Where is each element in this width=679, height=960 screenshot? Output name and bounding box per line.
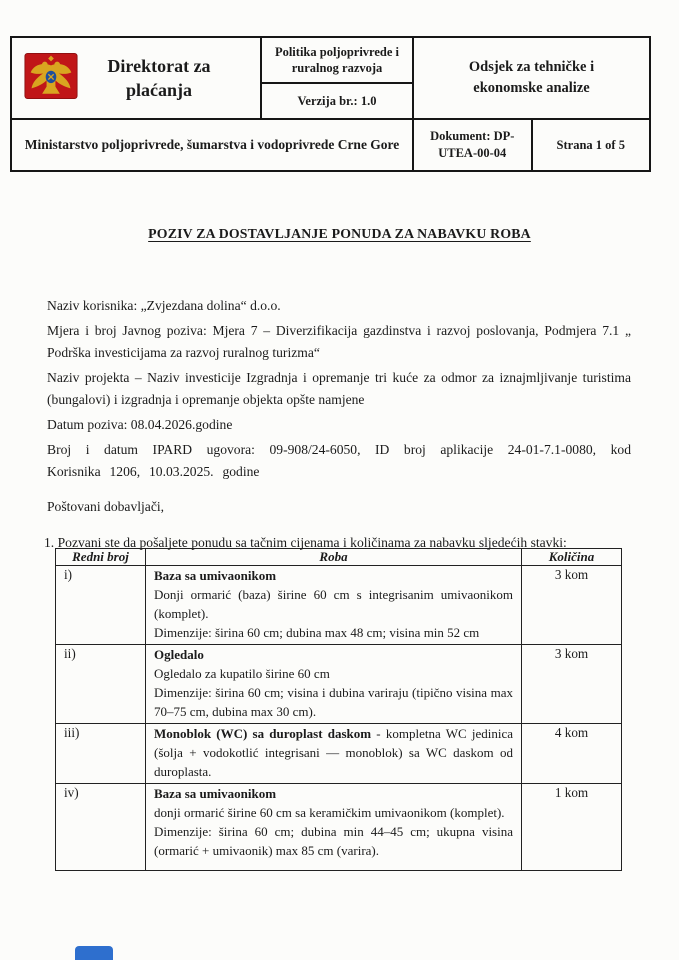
col-header-roba: Roba bbox=[146, 549, 522, 566]
row-number-cell: iv) bbox=[56, 784, 146, 871]
directorate-title: Direktorat za plaćanja bbox=[107, 55, 211, 100]
item-line: Ogledalo za kupatilo širine 60 cm bbox=[154, 666, 330, 681]
item-line: Dimenzije: širina 60 cm; visina i dubina variraju (tipično visina max 70–75 cm, dubina max 30 cm). bbox=[154, 685, 513, 719]
item-description-cell bbox=[146, 724, 522, 784]
document-title: POZIV ZA DOSTAVLJANJE PONUDA ZA NABAVKU ROBA bbox=[148, 226, 531, 241]
item-description-cell bbox=[146, 566, 522, 645]
naziv-projekta-paragraph: Naziv projekta – Naziv investicije Izgradnja i opremanje tri kuće za odmor za iznajmljivanje turistima (bungalovi) i izgradnja i opremanje objekta opšte namjene bbox=[47, 370, 631, 407]
table-row bbox=[56, 784, 622, 871]
document-code-cell: Dokument: DP-UTEA-00-04 bbox=[413, 119, 532, 171]
mjera-poziv-paragraph: Mjera i broj Javnog poziva: Mjera 7 – Diverzifikacija gazdinstva i razvoj poslovanja, Podmjera 7.1 „ Podrška investicijama za razvoj ruralnog turizma“ bbox=[47, 323, 631, 360]
bottom-blue-fragment[interactable] bbox=[75, 946, 113, 960]
items-table bbox=[55, 548, 622, 871]
item-title: Baza sa umivaonikom bbox=[154, 568, 277, 583]
table-row bbox=[56, 566, 622, 645]
item-title: Ogledalo bbox=[154, 647, 204, 662]
intro-list-item: 1. Pozvani ste da pošaljete ponudu sa tačnim cijenama i količinama za nabavku sljedećih stavki: bbox=[44, 535, 567, 550]
page-number-cell: Strana 1 of 5 bbox=[532, 119, 651, 171]
directorate-cell bbox=[11, 37, 261, 119]
table-row bbox=[56, 724, 622, 784]
row-number-cell: iii) bbox=[56, 724, 146, 784]
ipard-ugovor-paragraph: Broj i datum IPARD ugovora: 09-908/24-6050, ID broj aplikacije 24-01-7.1-0080, kod Korisnika 1206, 10.03.2025. godine bbox=[47, 442, 631, 479]
document-header-table bbox=[10, 36, 651, 172]
col-header-redni-broj: Redni broj bbox=[56, 549, 146, 566]
row-number-cell: i) bbox=[56, 566, 146, 645]
item-line: Dimenzije: širina 60 cm; dubina max 48 cm; visina min 52 cm bbox=[154, 625, 480, 640]
datum-poziva-line: Datum poziva: 08.04.2026.godine bbox=[47, 417, 233, 432]
item-line: Dimenzije: širina 60 cm; dubina min 44–45 cm; ukupna visina (ormarić + umivaonik) max 85 cm (varira). bbox=[154, 824, 513, 858]
quantity-cell: 3 kom bbox=[522, 645, 622, 724]
item-description-cell bbox=[146, 784, 522, 871]
department-cell: Odsjek za tehničke i ekonomske analize bbox=[413, 37, 650, 119]
items-table-header-row bbox=[56, 549, 622, 566]
quantity-cell: 1 kom bbox=[522, 784, 622, 871]
col-header-kolicina: Količina bbox=[522, 549, 622, 566]
document-body bbox=[44, 295, 631, 557]
quantity-cell: 4 kom bbox=[522, 724, 622, 784]
item-title: Monoblok (WC) sa duroplast daskom bbox=[154, 726, 372, 741]
quantity-cell: 3 kom bbox=[522, 566, 622, 645]
version-label: Verzija br.: 1.0 bbox=[297, 93, 377, 108]
item-line: Donji ormarić (baza) širine 60 cm s integrisanim umivaonikom (komplet). bbox=[154, 587, 513, 621]
salutation-line: Poštovani dobavljači, bbox=[47, 499, 165, 514]
policy-label: Politika poljoprivrede i ruralnog razvoja bbox=[262, 38, 412, 84]
montenegro-coat-of-arms-logo bbox=[24, 53, 78, 104]
item-description-cell bbox=[146, 645, 522, 724]
item-line: donji ormarić širine 60 cm sa keramičkim umivaonikom (komplet). bbox=[154, 805, 505, 820]
naziv-korisnika-line: Naziv korisnika: „Zvjezdana dolina“ d.o.o. bbox=[47, 298, 281, 313]
policy-cell bbox=[261, 37, 413, 119]
item-line: - kompletna WC jedinica (šolja + vodokotlić integrisani — monoblok) sa WC daskom od duroplasta. bbox=[154, 726, 513, 779]
ministry-cell: Ministarstvo poljoprivrede, šumarstva i vodoprivrede Crne Gore bbox=[11, 119, 413, 171]
row-number-cell: ii) bbox=[56, 645, 146, 724]
table-row bbox=[56, 645, 622, 724]
item-title: Baza sa umivaonikom bbox=[154, 786, 277, 801]
